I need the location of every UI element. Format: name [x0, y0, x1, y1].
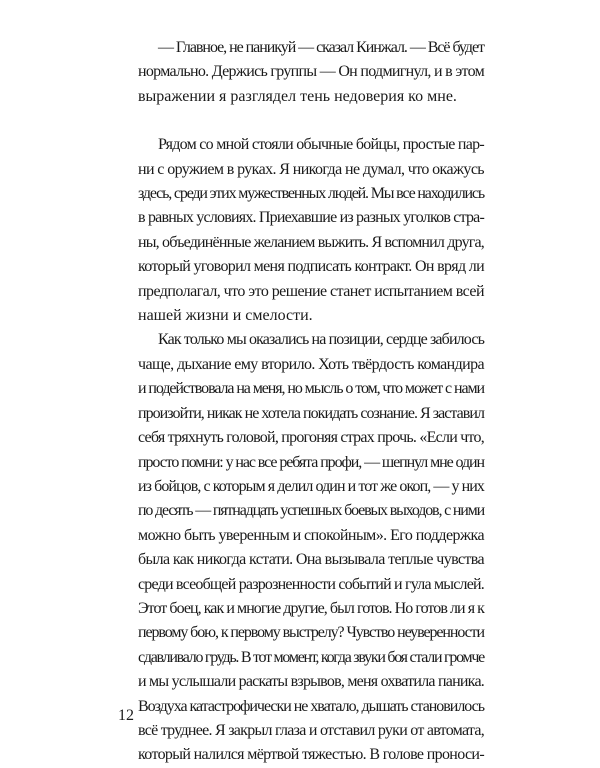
text-line: и мы услышали раскаты взрывов, меня охватила паника.	[138, 673, 484, 691]
text-line: чаще, дыхание ему вторило. Хоть твёрдость командира	[138, 355, 485, 373]
text-line: ни с оружием в руках. Я никогда не думал, что окажусь	[138, 160, 485, 178]
text-line: Этот боец, как и многие другие, был готов. Но готов ли я к	[138, 599, 484, 617]
paragraph-1	[118, 36, 484, 109]
text-line: ны, объединённые желанием выжить. Я вспомнил друга,	[138, 233, 484, 251]
text-line: Как только мы оказались на позиции, сердце забилось	[158, 331, 485, 349]
text-line: первому бою, к первому выстрелу? Чувство неуверенности	[138, 624, 485, 642]
text-line: нормально. Держись группы — Он подмигнул, и в этом	[138, 63, 484, 81]
text-line: можно быть уверенным и спокойным». Его поддержка	[138, 526, 484, 544]
text-line: среди всеобщей разрозненности событий и гула мыслей.	[138, 575, 484, 593]
text-line: предполагал, что это решение станет испытанием всей	[138, 282, 484, 300]
text-line: была как никогда кстати. Она вызывала теплые чувства	[138, 551, 485, 569]
text-line: выражении я разглядел тень недоверия ко мне.	[138, 87, 457, 105]
text-line: который уговорил меня подписать контракт. Он вряд ли	[138, 258, 485, 276]
text-line: нашей жизни и смелости.	[138, 307, 313, 325]
paragraph-gap	[118, 109, 484, 133]
paragraph-3	[118, 328, 484, 767]
text-line: который налился мёртвой тяжестью. В голове проноси-	[138, 746, 485, 764]
text-line: себя тряхнуть головой, прогоняя страх прочь. «Если что,	[138, 429, 485, 447]
text-line: Воздуха катастрофически не хватало, дышать становилось	[138, 697, 485, 715]
text-line: сдавливало грудь. В тот момент, когда звуки боя стали громче	[138, 648, 485, 666]
text-line: всё труднее. Я закрыл глаза и отставил руки от автомата,	[138, 721, 485, 739]
text-line: по десять — пятнадцать успешных боевых выходов, с ними	[138, 502, 484, 520]
page-body	[118, 36, 485, 764]
text-line: в равных условиях. Приехавшие из разных уголков стра-	[138, 209, 485, 227]
text-line: — Главное, не паникуй — сказал Кинжал. — Всё будет	[158, 39, 484, 56]
text-line: и подействовала на меня, но мысль о том, что может с нами	[138, 380, 485, 398]
text-line: из бойцов, с которым я делил один и тот же окоп, — у них	[138, 477, 484, 495]
paragraph-2	[118, 133, 484, 328]
text-line: здесь, среди этих мужественных людей. Мы все находились	[138, 185, 485, 203]
text-line: произойти, никак не хотела покидать сознание. Я заставил	[138, 404, 485, 422]
page-number: 12	[118, 707, 134, 724]
text-line: Рядом со мной стояли обычные бойцы, простые пар-	[158, 136, 484, 154]
text-line: просто помни: у нас все ребята профи, — шепнул мне один	[138, 453, 484, 471]
